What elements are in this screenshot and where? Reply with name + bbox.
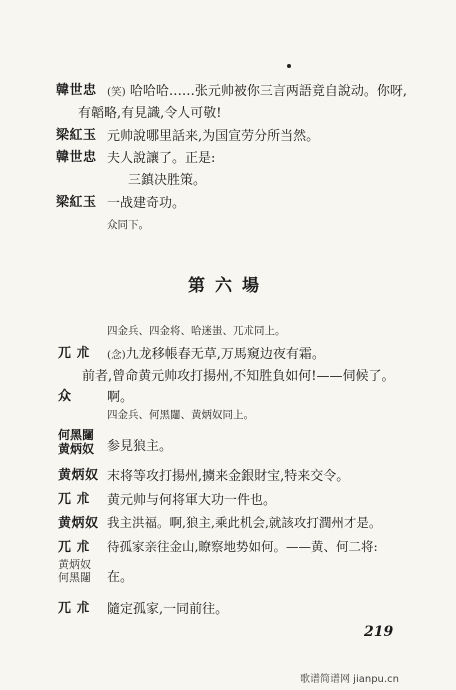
dialogue-text: 夫人說讓了。正是: bbox=[107, 151, 216, 166]
dialogue-text: 一战建奇功。 bbox=[107, 196, 186, 211]
scene-title: 第六場 bbox=[188, 276, 269, 296]
speaker-wuzhu: 兀 朮 bbox=[58, 540, 91, 555]
speaker-wuzhu: 兀 朮 bbox=[58, 492, 91, 507]
page-number: 219 bbox=[364, 624, 394, 640]
speaker-huang-bingnu: 黄炳奴 bbox=[58, 442, 95, 456]
verse-line: 三鎮决胜策。 bbox=[128, 173, 207, 188]
watermark: 歌谱简谱网 jianpu.cn bbox=[300, 674, 399, 685]
stage-direction: 四金兵、四金将、哈迷蚩、兀朮同上。 bbox=[107, 325, 286, 337]
dialogue-text: 啊。 bbox=[107, 390, 134, 405]
speaker-wuzhu: 兀 朮 bbox=[58, 601, 91, 616]
ink-dot bbox=[287, 64, 291, 68]
dialogue-continuation: 有韜略,有見識,令人可敬! bbox=[78, 106, 222, 121]
speaker-han-shizhong: 韓世忠 bbox=[56, 150, 97, 165]
dialogue-text: 元帅說哪里話来,为国宣劳分所当然。 bbox=[107, 129, 320, 144]
speaker-wuzhu: 兀 朮 bbox=[58, 346, 91, 361]
dialogue-text: 哈哈哈……张元帅被你三言两語竟自說动。你呀, bbox=[129, 84, 407, 99]
dialogue-text: 隨定孤家,一同前往。 bbox=[107, 602, 229, 617]
dialogue-text: 九龙移帳春无草,万馬窺边夜有霜。 bbox=[125, 347, 325, 362]
stage-direction: 众同下。 bbox=[107, 219, 149, 231]
stage-note: (念) bbox=[107, 349, 126, 361]
dialogue-line bbox=[107, 80, 407, 99]
dialogue-line bbox=[107, 343, 325, 362]
speaker-chorus: 众 bbox=[58, 389, 72, 404]
dialogue-text: 我主洪福。啊,狼主,乘此机会,就該攻打潤州才是。 bbox=[107, 515, 382, 530]
speaker-huang-bingnu: 黄炳奴 bbox=[58, 558, 91, 571]
speaker-liang-hongyu: 梁紅玉 bbox=[56, 128, 97, 143]
speaker-huang-bingnu: 黄炳奴 bbox=[58, 468, 99, 483]
speaker-liang-hongyu: 梁紅玉 bbox=[56, 195, 97, 210]
speaker-he-heida: 何黑闥 bbox=[58, 428, 95, 442]
dialogue-text: 参見狼主。 bbox=[107, 439, 173, 454]
dialogue-text: 待孤家亲往金山,瞭察地势如何。——黄、何二将: bbox=[107, 539, 378, 554]
speaker-he-heida: 何黑闥 bbox=[58, 571, 91, 584]
stage-note: (笑) bbox=[107, 86, 126, 98]
dialogue-continuation: 前者,曾命黄元帅攻打揚州,不知胜負如何!——伺候了。 bbox=[82, 369, 395, 384]
dialogue-text: 在。 bbox=[107, 570, 134, 585]
dialogue-text: 黄元帅与何将軍大功一件也。 bbox=[107, 493, 277, 508]
speaker-huang-bingnu: 黄炳奴 bbox=[58, 516, 99, 531]
dialogue-text: 末将等攻打揚州,擄来金銀財宝,特来交令。 bbox=[107, 469, 350, 484]
stage-direction: 四金兵、何黑闥、黄炳奴同上。 bbox=[107, 409, 254, 421]
speaker-han-shizhong: 韓世忠 bbox=[56, 83, 97, 98]
